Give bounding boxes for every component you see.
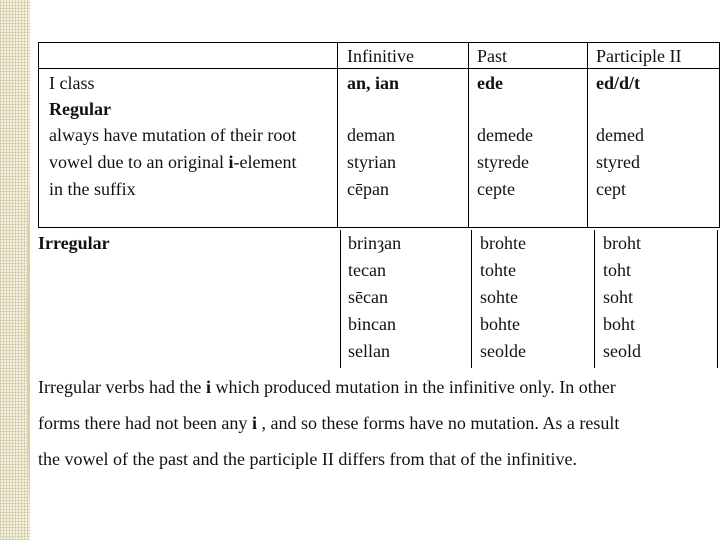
regular-infinitive: cēpan [347, 179, 389, 199]
column-divider [340, 230, 341, 368]
regular-verbs-table [38, 42, 720, 228]
irregular-past: tohte [480, 260, 516, 280]
irregular-infinitive: bincan [348, 314, 396, 334]
header-participle: Participle II [596, 46, 682, 66]
irregular-participle: boht [603, 314, 636, 334]
class-infinitive-suffix: an, ian [347, 73, 400, 93]
column-divider [337, 43, 338, 227]
paragraph-line: forms there had not been any i , and so these forms have no mutation. As a result [38, 413, 620, 433]
irregular-infinitive: sellan [348, 341, 390, 361]
irregular-past: brohte [480, 233, 526, 253]
regular-description-line: always have mutation of their root [49, 125, 297, 145]
class-label: I class [49, 73, 95, 93]
regular-past: cepte [477, 179, 515, 199]
header-past: Past [477, 46, 508, 66]
irregular-participle: seold [603, 341, 641, 361]
header-infinitive: Infinitive [347, 46, 414, 66]
irregular-participle: toht [603, 260, 632, 280]
regular-infinitive: deman [347, 125, 395, 145]
regular-participle: cept [596, 179, 626, 199]
column-divider [471, 230, 472, 368]
column-divider [587, 43, 588, 227]
irregular-past: sohte [480, 287, 518, 307]
paragraph-line: Irregular verbs had the i which produced mutation in the infinitive only. In other [38, 377, 616, 397]
class-past-suffix: ede [477, 73, 503, 93]
regular-label: Regular [49, 99, 111, 119]
regular-past: demede [477, 125, 533, 145]
column-divider [468, 43, 469, 227]
irregular-infinitive: tecan [348, 260, 386, 280]
paragraph-line: the vowel of the past and the participle II differs from that of the infinitive. [38, 449, 577, 469]
regular-description-line: vowel due to an original i-element [49, 152, 297, 172]
irregular-participle: broht [603, 233, 641, 253]
class-participle-suffix: ed/d/t [596, 73, 641, 93]
regular-participle: demed [596, 125, 644, 145]
irregular-infinitive: sēcan [348, 287, 388, 307]
irregular-label: Irregular [38, 233, 110, 253]
explanation-paragraph [38, 369, 720, 477]
column-divider [717, 230, 718, 368]
regular-past: styrede [477, 152, 529, 172]
irregular-participle: soht [603, 287, 634, 307]
irregular-past: bohte [480, 314, 520, 334]
regular-participle: styred [596, 152, 640, 172]
slide-content [30, 0, 720, 540]
irregular-infinitive: brinȝan [348, 233, 402, 253]
irregular-past: seolde [480, 341, 526, 361]
regular-infinitive: styrian [347, 152, 396, 172]
irregular-verbs-table [38, 230, 720, 368]
regular-description-line: in the suffix [49, 179, 136, 199]
column-divider [594, 230, 595, 368]
